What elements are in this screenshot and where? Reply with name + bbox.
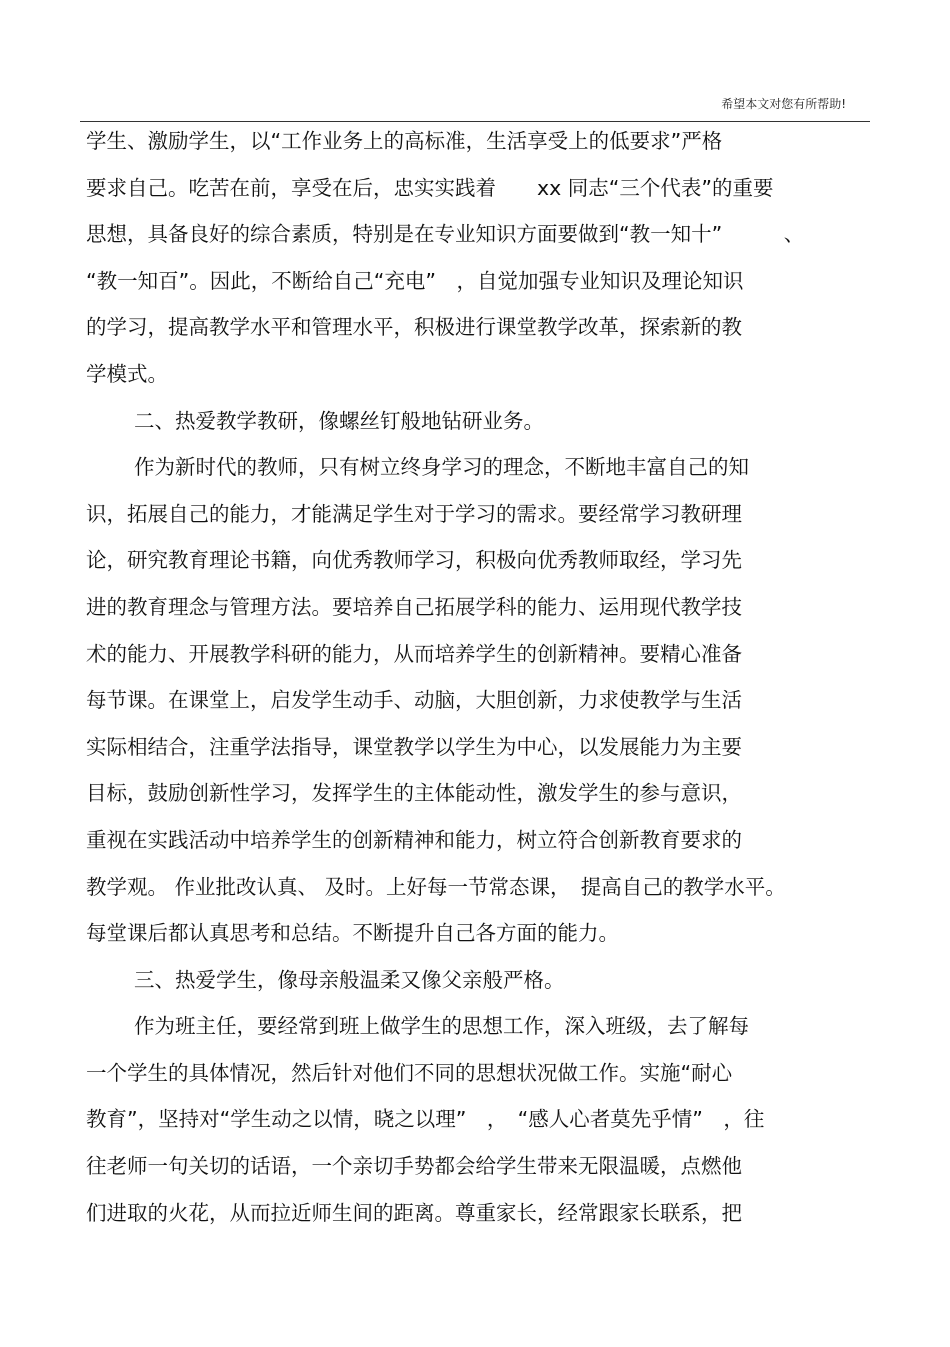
text-line: 们进取的火花，从而拉近师生间的距离。尊重家长，经常跟家长联系，把 xyxy=(86,1200,742,1225)
text-line: 一个学生的具体情况，然后针对他们不同的思想状况做工作。实施“耐心 xyxy=(86,1060,733,1085)
text-line: 识，拓展自己的能力，才能满足学生对于学习的需求。要经常学习教研理 xyxy=(86,501,742,526)
text-line: 重视在实践活动中培养学生的创新精神和能力，树立符合创新教育要求的 xyxy=(86,827,742,852)
text-line: 学模式。 xyxy=(86,361,168,386)
text-line: 进的教育理念与管理方法。要培养自己拓展学科的能力、运用现代教学技 xyxy=(86,594,742,619)
section-heading-2: 二、热爱教学教研，像螺丝钉般地钻研业务。 xyxy=(134,408,544,433)
paragraph-start: 作为新时代的教师，只有树立终身学习的理念，不断地丰富自己的知 xyxy=(134,455,749,480)
text-line: 教学观。 作业批改认真、 及时。上好每一节常态课， 提高自己的教学水平。 xyxy=(86,874,786,899)
text-line: 术的能力、开展教学科研的能力，从而培养学生的创新精神。要精心准备 xyxy=(86,641,742,666)
text-line: 实际相结合，注重学法指导，课堂教学以学生为中心，以发展能力为主要 xyxy=(86,734,742,759)
text-line: 要求自己。吃苦在前，享受在后，忠实实践着 xx 同志“三个代表”的重要 xyxy=(86,175,774,200)
text-line: 目标，鼓励创新性学习，发挥学生的主体能动性，激发学生的参与意识， xyxy=(86,781,742,806)
page-header-note: 希望本文对您有所帮助! xyxy=(721,97,846,111)
text-line: 每节课。在课堂上，启发学生动手、动脑，大胆创新，力求使教学与生活 xyxy=(86,688,742,713)
document-body xyxy=(86,118,866,1236)
paragraph-start: 作为班主任，要经常到班上做学生的思想工作，深入班级，去了解每 xyxy=(134,1014,749,1039)
text-line: 的学习，提高教学水平和管理水平，积极进行课堂教学改革，探索新的教 xyxy=(86,315,742,340)
text-line: 每堂课后都认真思考和总结。不断提升自己各方面的能力。 xyxy=(86,921,619,946)
text-line: 往老师一句关切的话语，一个亲切手势都会给学生带来无限温暖，点燃他 xyxy=(86,1154,742,1179)
text-line: “教一知百”。因此，不断给自己“充电” ，自觉加强专业知识及理论知识 xyxy=(86,268,744,293)
text-line: 学生、激励学生，以“工作业务上的高标准，生活享受上的低要求”严格 xyxy=(86,129,723,153)
text-line: 教育”，坚持对“学生动之以情，晓之以理” ， “感人心者莫先乎情” ，往 xyxy=(86,1107,765,1132)
text-line: 思想，具备良好的综合素质，特别是在专业知识方面要做到“教一知十” 、 xyxy=(86,222,805,247)
section-heading-3: 三、热爱学生，像母亲般温柔又像父亲般严格。 xyxy=(134,967,565,992)
text-line: 论，研究教育理论书籍，向优秀教师学习，积极向优秀教师取经，学习先 xyxy=(86,548,742,573)
